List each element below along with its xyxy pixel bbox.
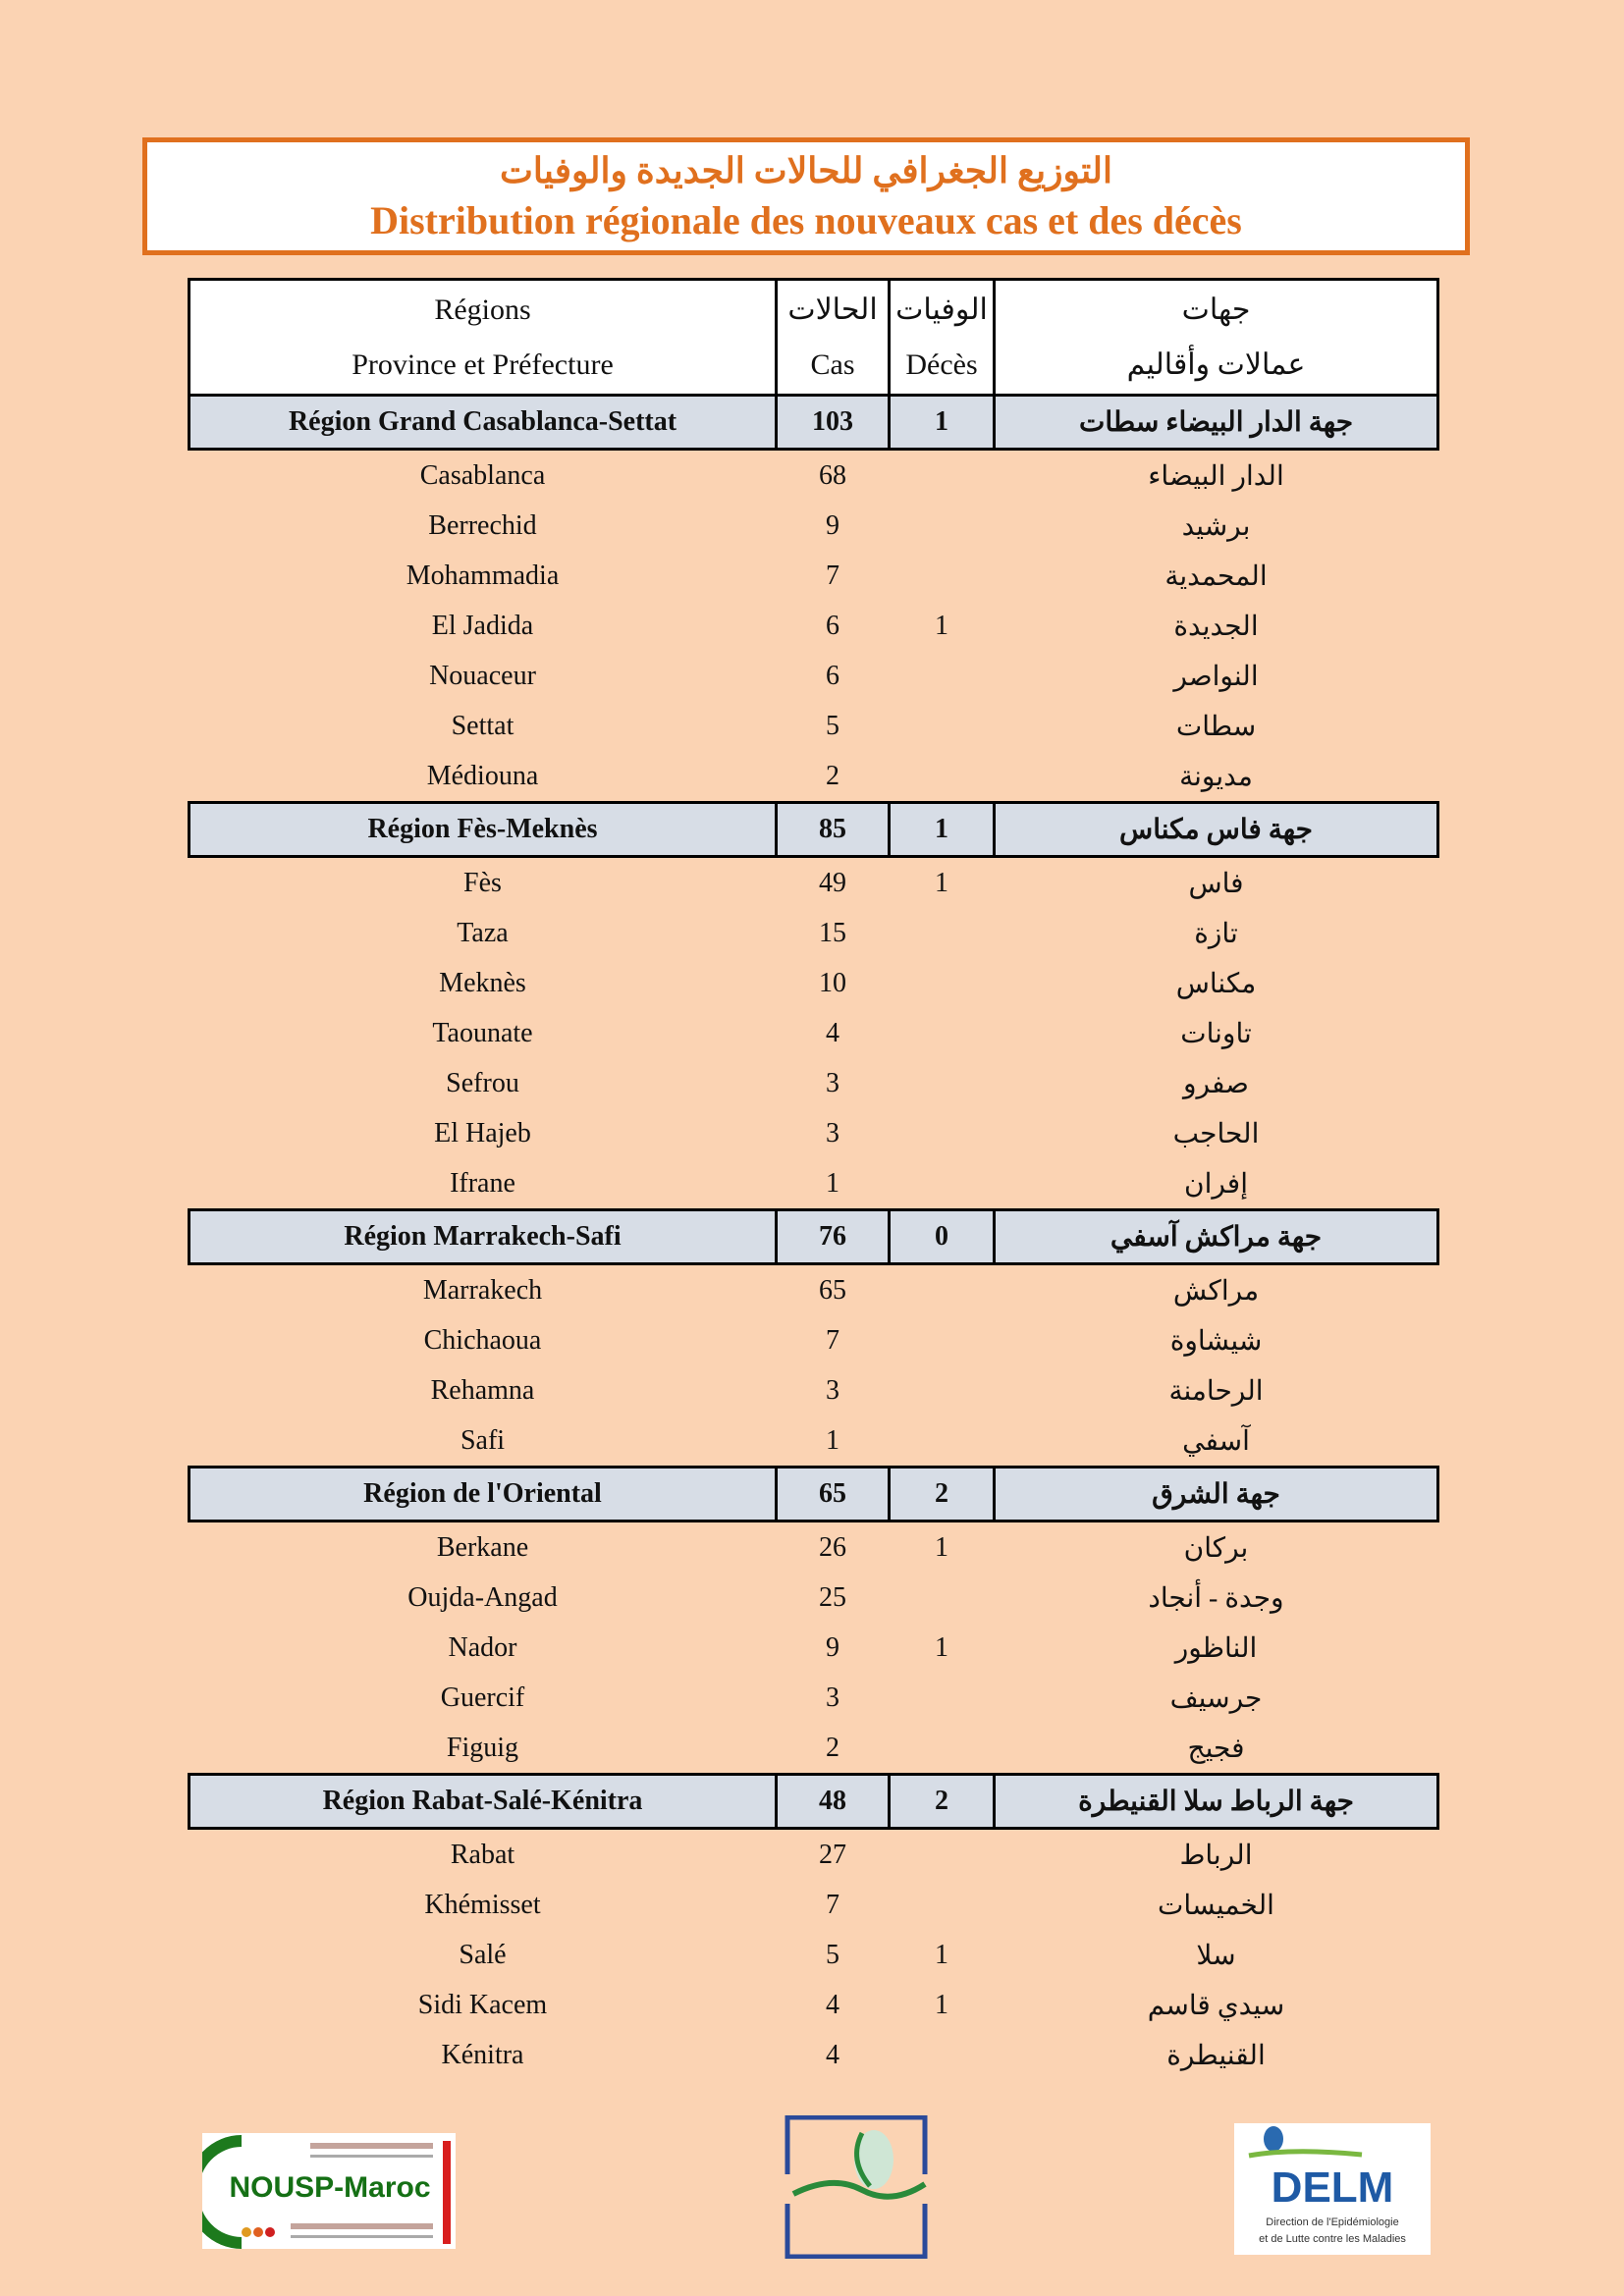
province-name-fr: Fès xyxy=(463,867,502,898)
province-cas: 26 xyxy=(819,1531,846,1563)
province-deces xyxy=(890,1158,995,1210)
province-row xyxy=(189,701,1438,751)
province-deces: 1 xyxy=(935,1631,948,1663)
province-deces xyxy=(890,2030,995,2080)
province-cas: 1 xyxy=(826,1424,839,1456)
province-deces xyxy=(890,1673,995,1723)
province-row xyxy=(189,1008,1438,1058)
province-name-ar: صفرو xyxy=(1183,1068,1249,1099)
province-deces xyxy=(890,1264,995,1316)
region-row xyxy=(189,396,1438,450)
province-deces xyxy=(890,1315,995,1365)
province-deces xyxy=(890,1573,995,1623)
region-deces: 0 xyxy=(890,1210,995,1264)
province-deces xyxy=(890,651,995,701)
header-cas-fr: Cas xyxy=(810,347,855,381)
province-name-fr: Sidi Kacem xyxy=(417,1989,548,2020)
province-cas: 6 xyxy=(826,610,839,641)
province-row xyxy=(189,1723,1438,1775)
province-deces xyxy=(890,551,995,601)
province-cas: 3 xyxy=(826,1374,839,1406)
region-row xyxy=(189,803,1438,857)
province-row xyxy=(189,1315,1438,1365)
province-row xyxy=(189,651,1438,701)
province-name-fr: Meknès xyxy=(439,967,526,998)
province-name-fr: Figuig xyxy=(446,1732,519,1763)
province-row xyxy=(189,1108,1438,1158)
province-row xyxy=(189,1365,1438,1415)
province-name-ar: جرسيف xyxy=(1169,1682,1263,1714)
region-name-fr: Région de l'Oriental xyxy=(189,1468,777,1522)
province-deces xyxy=(890,1723,995,1775)
province-name-fr: Nador xyxy=(448,1631,517,1663)
province-row xyxy=(189,1673,1438,1723)
province-name-ar: وجدة - أنجاد xyxy=(1148,1582,1284,1614)
ministry-logo xyxy=(784,2115,929,2259)
province-name-ar: إفران xyxy=(1184,1168,1248,1200)
province-deces xyxy=(890,1008,995,1058)
province-deces: 1 xyxy=(935,867,948,898)
province-name-ar: سيدي قاسم xyxy=(1147,1990,1285,2021)
region-cas: 65 xyxy=(777,1468,890,1522)
province-cas: 6 xyxy=(826,660,839,691)
province-deces: 1 xyxy=(935,1939,948,1970)
province-row xyxy=(189,1573,1438,1623)
province-name-fr: Berkane xyxy=(436,1531,529,1563)
province-cas: 3 xyxy=(826,1067,839,1098)
region-name-fr: Région Grand Casablanca-Settat xyxy=(189,396,777,450)
province-name-ar: مراكش xyxy=(1172,1275,1260,1307)
province-cas: 15 xyxy=(819,917,846,948)
province-name-fr: Oujda-Angad xyxy=(407,1581,558,1613)
province-name-fr: Mohammadia xyxy=(406,560,560,591)
region-deces: 2 xyxy=(890,1775,995,1829)
province-name-fr: Berrechid xyxy=(428,509,537,541)
province-name-ar: تازة xyxy=(1194,918,1238,949)
province-deces xyxy=(890,701,995,751)
province-row xyxy=(189,450,1438,502)
province-name-ar: سطات xyxy=(1175,711,1257,742)
province-row xyxy=(189,501,1438,551)
province-cas: 5 xyxy=(826,710,839,741)
province-name-ar: الحاجب xyxy=(1172,1118,1260,1149)
province-cas: 3 xyxy=(826,1682,839,1713)
province-name-ar: الرحامنة xyxy=(1168,1375,1264,1407)
province-name-ar: الخميسات xyxy=(1158,1890,1274,1921)
province-name-ar: الدار البيضاء xyxy=(1148,460,1284,492)
province-cas: 49 xyxy=(819,867,846,898)
province-name-fr: Casablanca xyxy=(419,459,546,491)
region-name-ar: جهة مراكش آسفي xyxy=(995,1210,1438,1264)
province-name-fr: Kénitra xyxy=(441,2039,524,2070)
province-name-fr: Marrakech xyxy=(422,1274,543,1306)
province-name-ar: القنيطرة xyxy=(1166,2040,1266,2071)
province-name-fr: Nouaceur xyxy=(429,660,536,691)
title-arabic: التوزيع الجغرافي للحالات الجديدة والوفيات xyxy=(500,151,1112,190)
region-name-ar: جهة الشرق xyxy=(995,1468,1438,1522)
distribution-table xyxy=(188,278,1439,2080)
province-row xyxy=(189,1829,1438,1881)
province-deces xyxy=(890,1108,995,1158)
region-deces: 1 xyxy=(890,396,995,450)
header-deces-fr: Décès xyxy=(905,347,978,381)
region-row xyxy=(189,1210,1438,1264)
province-name-ar: مديونة xyxy=(1179,761,1253,792)
province-cas: 27 xyxy=(819,1839,846,1870)
province-name-ar: فاس xyxy=(1188,868,1244,899)
province-deces xyxy=(890,908,995,958)
header-regions-ar-text: جهات xyxy=(1181,293,1251,326)
province-name-ar: الجديدة xyxy=(1173,611,1259,642)
province-deces xyxy=(890,1365,995,1415)
province-row xyxy=(189,1980,1438,2030)
province-cas: 25 xyxy=(819,1581,846,1613)
province-cas: 7 xyxy=(826,1324,839,1356)
province-name-ar: النواصر xyxy=(1173,661,1259,692)
province-deces xyxy=(890,501,995,551)
province-name-ar: المحمدية xyxy=(1164,561,1268,592)
province-name-fr: Rabat xyxy=(450,1839,515,1870)
province-name-ar: مكناس xyxy=(1175,968,1257,999)
region-cas: 103 xyxy=(777,396,890,450)
province-name-ar: فجيج xyxy=(1187,1733,1245,1764)
header-regions-fr: Régions xyxy=(434,293,531,326)
region-name-ar: جهة الرباط سلا القنيطرة xyxy=(995,1775,1438,1829)
province-row xyxy=(189,601,1438,651)
region-row xyxy=(189,1468,1438,1522)
delm-subtitle-2: et de Lutte contre les Maladies xyxy=(1259,2233,1406,2245)
province-name-fr: Settat xyxy=(451,710,514,741)
province-name-ar: تاونات xyxy=(1180,1018,1252,1049)
province-name-fr: Guercif xyxy=(440,1682,525,1713)
province-name-ar: الناظور xyxy=(1174,1632,1258,1664)
header-deces-ar: الوفيات xyxy=(895,293,988,326)
region-cas: 76 xyxy=(777,1210,890,1264)
header-cas xyxy=(777,280,890,396)
svg-text:DELM: DELM xyxy=(1271,2163,1394,2212)
province-name-ar: بركان xyxy=(1183,1532,1249,1564)
province-row xyxy=(189,1058,1438,1108)
province-cas: 2 xyxy=(826,1732,839,1763)
region-name-fr: Région Marrakech-Safi xyxy=(189,1210,777,1264)
province-row xyxy=(189,857,1438,909)
province-name-fr: Salé xyxy=(459,1939,507,1970)
province-cas: 3 xyxy=(826,1117,839,1148)
province-cas: 7 xyxy=(826,560,839,591)
province-row xyxy=(189,1930,1438,1980)
region-name-fr: Région Fès-Meknès xyxy=(189,803,777,857)
province-name-ar: شيشاوة xyxy=(1169,1325,1263,1357)
title-french: Distribution régionale des nouveaux cas et des décès xyxy=(370,198,1242,242)
province-row xyxy=(189,1158,1438,1210)
delm-subtitle-1: Direction de l'Epidémiologie xyxy=(1266,2216,1399,2228)
header-province-ar: عمالات وأقاليم xyxy=(1126,347,1306,381)
province-deces xyxy=(890,1880,995,1930)
province-cas: 4 xyxy=(826,1017,839,1048)
province-deces xyxy=(890,1829,995,1881)
province-row xyxy=(189,551,1438,601)
region-row xyxy=(189,1775,1438,1829)
province-row xyxy=(189,908,1438,958)
province-name-ar: آسفي xyxy=(1182,1425,1250,1457)
province-name-fr: Taza xyxy=(457,917,509,948)
province-name-fr: Taounate xyxy=(432,1017,533,1048)
province-deces xyxy=(890,751,995,803)
header-cas-ar: الحالات xyxy=(787,293,878,326)
delm-logo xyxy=(1234,2123,1431,2255)
province-row xyxy=(189,1623,1438,1673)
table-header xyxy=(189,280,1438,396)
province-cas: 2 xyxy=(826,760,839,791)
province-deces xyxy=(890,450,995,502)
province-name-fr: Chichaoua xyxy=(423,1324,542,1356)
province-row xyxy=(189,1522,1438,1574)
province-cas: 4 xyxy=(826,1989,839,2020)
province-deces: 1 xyxy=(935,1989,948,2020)
nousp-logo xyxy=(202,2133,456,2249)
province-cas: 10 xyxy=(819,967,846,998)
province-cas: 1 xyxy=(826,1167,839,1199)
province-deces: 1 xyxy=(935,1531,948,1563)
province-cas: 9 xyxy=(826,509,839,541)
province-row xyxy=(189,1880,1438,1930)
province-row xyxy=(189,751,1438,803)
province-name-fr: El Hajeb xyxy=(434,1117,531,1148)
province-name-fr: Rehamna xyxy=(430,1374,535,1406)
province-name-ar: سلا xyxy=(1196,1940,1236,1971)
province-deces: 1 xyxy=(935,610,948,641)
province-name-ar: برشيد xyxy=(1181,510,1251,542)
province-name-fr: Médiouna xyxy=(426,760,539,791)
header-regions-ar xyxy=(995,280,1438,396)
province-cas: 65 xyxy=(819,1274,846,1306)
province-name-fr: Khémisset xyxy=(424,1889,541,1920)
province-cas: 9 xyxy=(826,1631,839,1663)
province-name-ar: الرباط xyxy=(1179,1840,1253,1871)
region-cas: 85 xyxy=(777,803,890,857)
province-deces xyxy=(890,1058,995,1108)
province-name-fr: El Jadida xyxy=(431,610,534,641)
region-name-ar: جهة الدار البيضاء سطات xyxy=(995,396,1438,450)
region-deces: 2 xyxy=(890,1468,995,1522)
province-name-fr: Sefrou xyxy=(446,1067,519,1098)
province-row xyxy=(189,1415,1438,1468)
province-name-fr: Ifrane xyxy=(450,1167,515,1199)
region-cas: 48 xyxy=(777,1775,890,1829)
title-box xyxy=(142,137,1470,255)
region-name-ar: جهة فاس مكناس xyxy=(995,803,1438,857)
province-cas: 5 xyxy=(826,1939,839,1970)
province-row xyxy=(189,958,1438,1008)
province-cas: 4 xyxy=(826,2039,839,2070)
province-row xyxy=(189,1264,1438,1316)
svg-text:NOUSP-Maroc: NOUSP-Maroc xyxy=(229,2171,431,2204)
province-cas: 68 xyxy=(819,459,846,491)
header-province-fr: Province et Préfecture xyxy=(352,347,614,381)
province-deces xyxy=(890,1415,995,1468)
header-regions xyxy=(189,280,777,396)
province-row xyxy=(189,2030,1438,2080)
region-deces: 1 xyxy=(890,803,995,857)
province-cas: 7 xyxy=(826,1889,839,1920)
province-deces xyxy=(890,958,995,1008)
province-name-fr: Safi xyxy=(460,1424,506,1456)
region-name-fr: Région Rabat-Salé-Kénitra xyxy=(189,1775,777,1829)
header-deces xyxy=(890,280,995,396)
